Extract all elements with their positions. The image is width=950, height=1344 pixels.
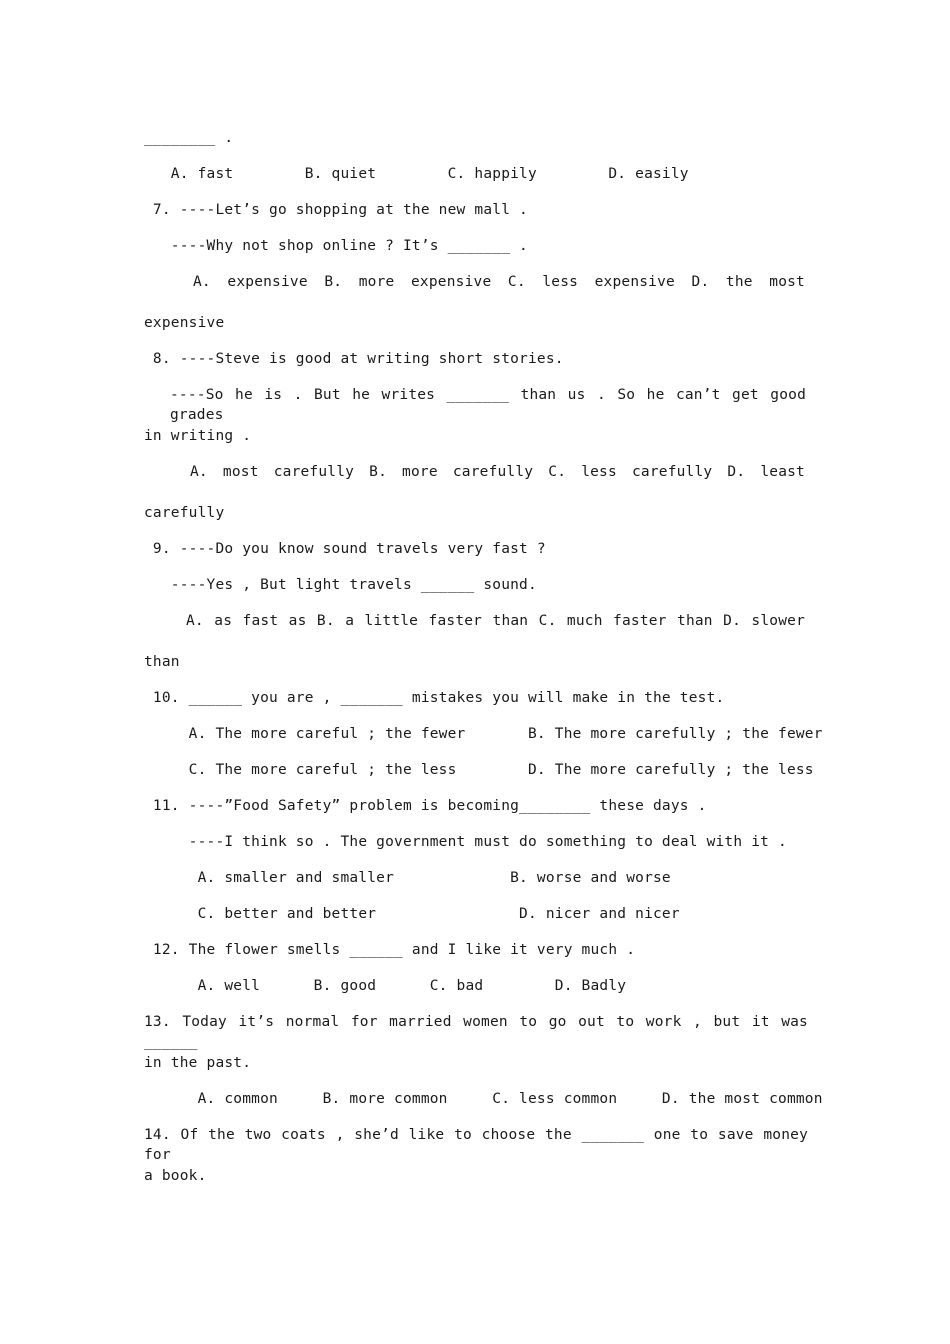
q8-response: ----So he is . But he writes _______ than us . So he can’t get good grades — [170, 387, 806, 423]
q10-options-ab: A. The more careful ; the fewer B. The more carefully ; the fewer — [144, 726, 823, 742]
q8-prompt: 8. ----Steve is good at writing short stories. — [144, 351, 564, 367]
q14-prompt: 14. Of the two coats , she’d like to choose the _______ one to save money for — [144, 1127, 808, 1163]
q13-prompt-cont: in the past. — [144, 1055, 252, 1071]
q11-options-ab: A. smaller and smaller B. worse and worse — [144, 870, 671, 886]
q9-prompt: 9. ----Do you know sound travels very fast ? — [144, 541, 546, 557]
q8-options: A. most carefully B. more carefully C. less carefully D. least — [190, 464, 805, 480]
q6-options: A. fast B. quiet C. happily D. easily — [144, 166, 689, 182]
q14-prompt-cont: a book. — [144, 1168, 207, 1184]
q8-options-cont: carefully — [144, 505, 225, 521]
answer-blank-line: ________ . — [144, 130, 234, 146]
q9-options-cont: than — [144, 654, 180, 670]
q10-prompt: 10. ______ you are , _______ mistakes you will make in the test. — [144, 690, 725, 706]
q7-response: ----Why not shop online ? It’s _______ . — [144, 238, 528, 254]
q10-options-cd: C. The more careful ; the less D. The more carefully ; the less — [144, 762, 814, 778]
q12-prompt: 12. The flower smells ______ and I like it very much . — [144, 942, 636, 958]
q7-options-cont: expensive — [144, 315, 225, 331]
q9-options: A. as fast as B. a little faster than C. much faster than D. slower — [186, 613, 805, 629]
q7-options: A. expensive B. more expensive C. less expensive D. the most — [193, 274, 805, 290]
q11-response: ----I think so . The government must do something to deal with it . — [144, 834, 787, 850]
q13-options: A. common B. more common C. less common D. the most common — [144, 1091, 823, 1107]
q12-options: A. well B. good C. bad D. Badly — [144, 978, 627, 994]
q11-options-cd: C. better and better D. nicer and nicer — [144, 906, 680, 922]
q8-response-cont: in writing . — [144, 428, 252, 444]
q11-prompt: 11. ----”Food Safety” problem is becoming________ these days . — [144, 798, 707, 814]
q9-response: ----Yes , But light travels ______ sound. — [144, 577, 537, 593]
q7-prompt: 7. ----Let’s go shopping at the new mall . — [144, 202, 528, 218]
q13-prompt: 13. Today it’s normal for married women to go out to work , but it was ______ — [144, 1014, 808, 1050]
